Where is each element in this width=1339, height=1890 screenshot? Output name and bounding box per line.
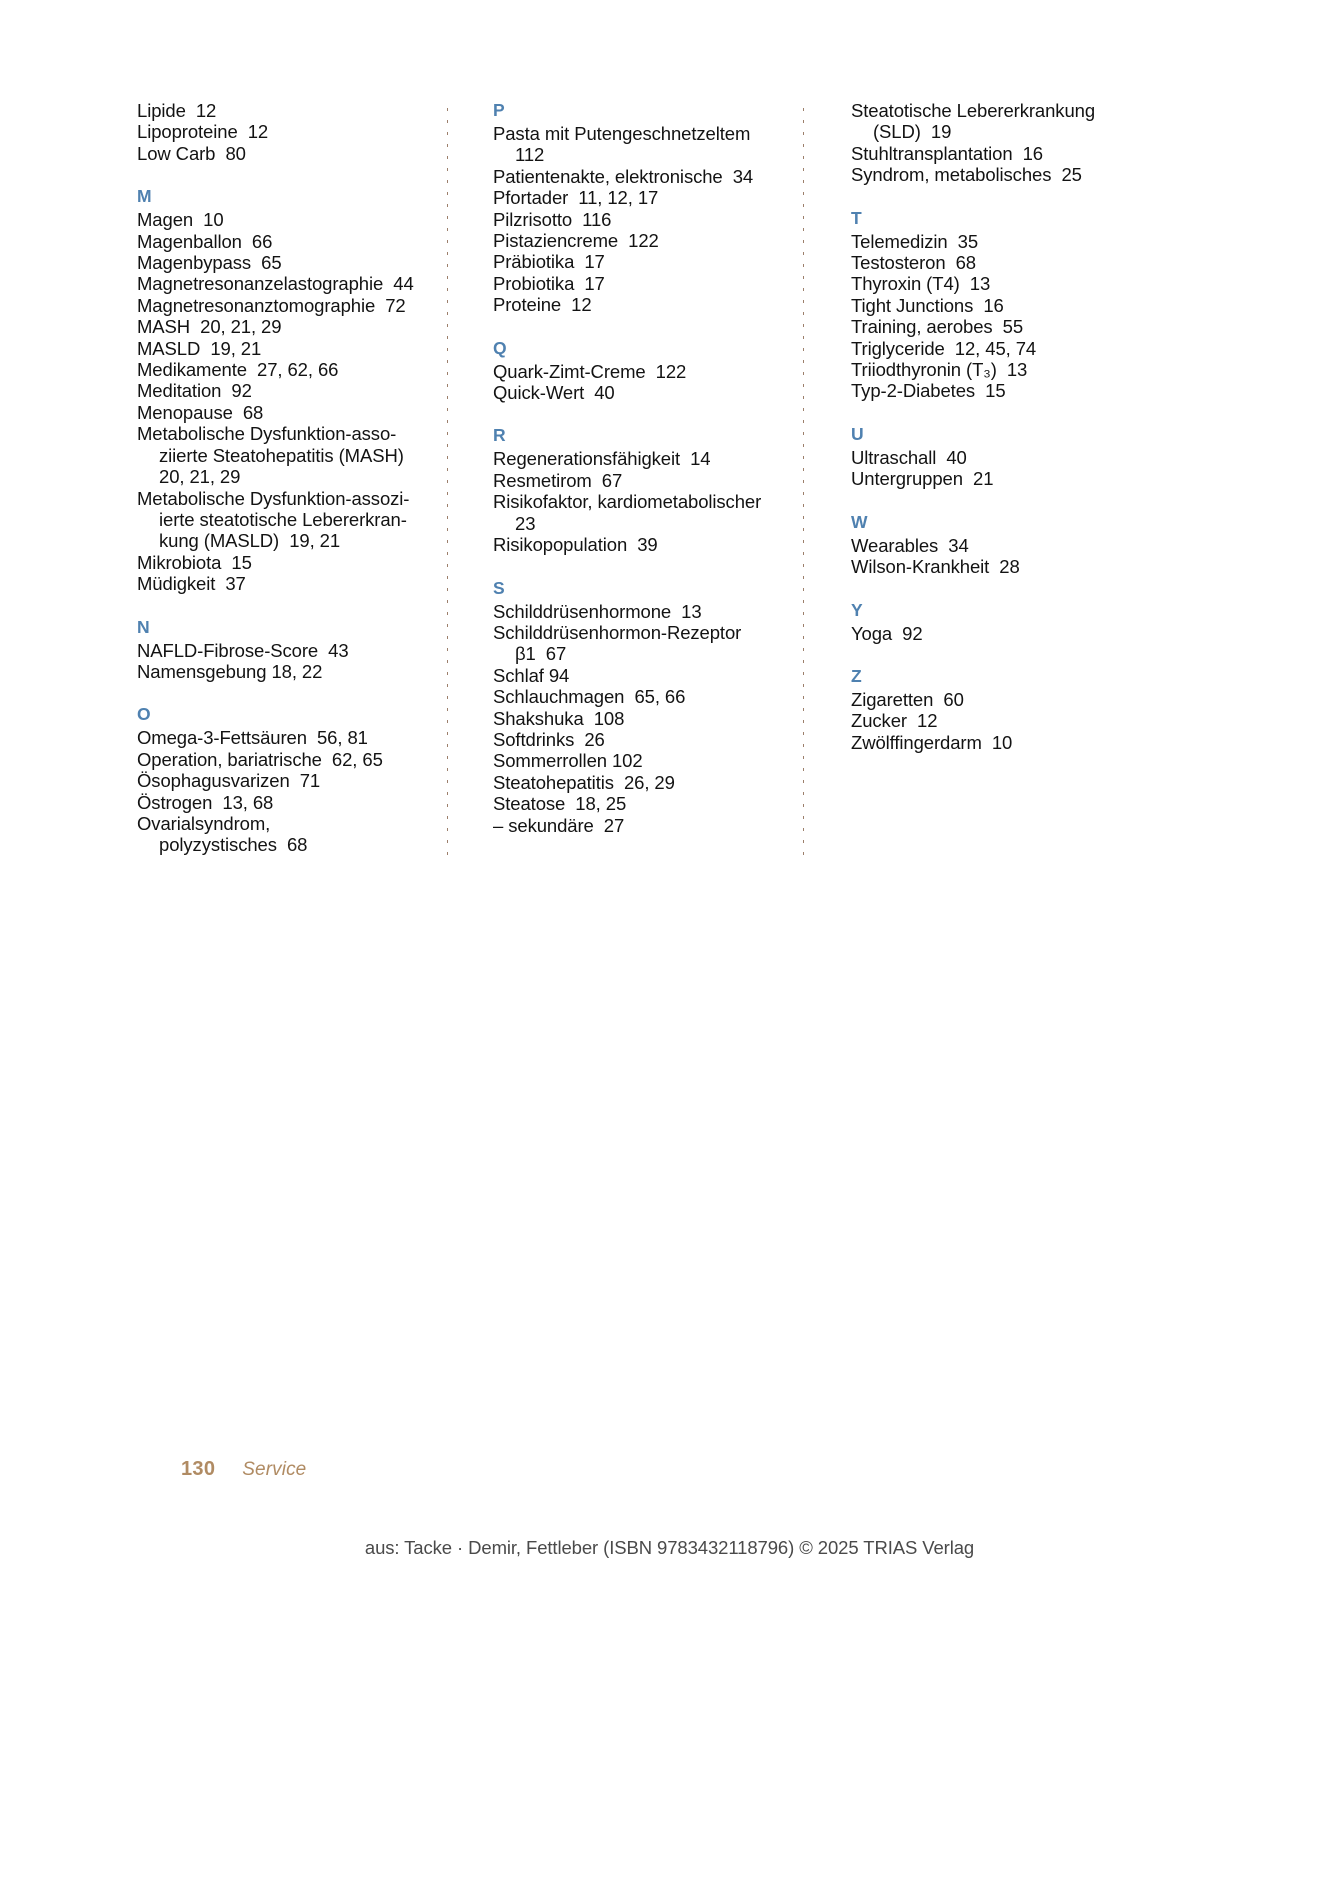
- index-entry: Pistaziencreme 122: [493, 230, 659, 252]
- index-entry: Menopause 68: [137, 401, 264, 423]
- index-entry: Lipoproteine 12: [137, 121, 269, 143]
- index-entry: Zucker 12: [851, 710, 938, 732]
- index-entry: Testosteron 68: [851, 252, 976, 274]
- index-entry: MASLD 19, 21: [137, 337, 262, 359]
- index-entry-continuation: 112: [515, 144, 545, 166]
- index-entry: Schlauchmagen 65, 66: [493, 686, 686, 708]
- index-entry: Müdigkeit 37: [137, 573, 246, 595]
- index-entry: Patientenakte, elektronische 34: [493, 165, 754, 187]
- index-entry: Syndrom, metabolisches 25: [851, 164, 1082, 186]
- page-folio: [181, 1458, 306, 1481]
- index-columns: [137, 100, 1197, 856]
- index-entry: Zigaretten 60: [851, 688, 964, 710]
- index-entry-continuation: kung (MASLD) 19, 21: [159, 530, 341, 552]
- index-section-letter-q: Q: [493, 337, 507, 358]
- index-entry: Operation, bariatrische 62, 65: [137, 748, 383, 770]
- index-entry: NAFLD-Fibrose-Score 43: [137, 639, 349, 661]
- index-section-letter-z: Z: [851, 665, 862, 686]
- index-entry: Ultraschall 40: [851, 446, 967, 468]
- index-entry: Namensgebung 18, 22: [137, 660, 323, 682]
- index-entry: Ösophagusvarizen 71: [137, 770, 321, 792]
- index-entry: Magen 10: [137, 209, 224, 231]
- index-entry: Typ-2-Diabetes 15: [851, 380, 1006, 402]
- copyright-line: aus: Tacke · Demir, Fettleber (ISBN 9783432118796) © 2025 TRIAS Verlag: [364, 1537, 975, 1558]
- index-entry-continuation: ziierte Steatohepatitis (MASH): [159, 444, 404, 466]
- index-section-letter-u: U: [851, 423, 864, 444]
- index-entry: Magenbypass 65: [137, 252, 282, 274]
- index-section-letter-w: W: [851, 511, 868, 532]
- index-entry: Proteine 12: [493, 294, 592, 316]
- index-entry: Omega-3-Fettsäuren 56, 81: [137, 727, 368, 749]
- index-entry: Östrogen 13, 68: [137, 791, 274, 813]
- index-entry: Magnetresonanztomographie 72: [137, 294, 406, 316]
- column-2: [493, 100, 779, 836]
- index-entry: Schilddrüsenhormon-Rezeptor: [493, 621, 742, 643]
- index-entry: Training, aerobes 55: [851, 316, 1024, 338]
- index-entry: Risikopopulation 39: [493, 534, 658, 556]
- index-entry: Magenballon 66: [137, 230, 273, 252]
- index-entry: Thyroxin (T4) 13: [851, 273, 991, 295]
- index-entry-continuation: polyzystisches 68: [159, 834, 308, 856]
- index-entry: MASH 20, 21, 29: [137, 316, 282, 338]
- index-section-letter-t: T: [851, 207, 862, 228]
- column-divider-dotted: [447, 108, 449, 856]
- index-entry: Zwölffingerdarm 10: [851, 731, 1013, 753]
- index-section-letter-y: Y: [851, 599, 863, 620]
- index-entry: Magnetresonanzelastographie 44: [137, 273, 414, 295]
- index-entry: Pilzrisotto 116: [493, 208, 612, 230]
- index-entry: Stuhltransplantation 16: [851, 142, 1043, 164]
- index-entry: Schilddrüsenhormone 13: [493, 600, 702, 622]
- index-section-letter-m: M: [137, 186, 152, 207]
- index-entry-continuation: (SLD) 19: [873, 121, 952, 143]
- index-entry: Probiotika 17: [493, 272, 605, 294]
- index-entry: Steatohepatitis 26, 29: [493, 771, 675, 793]
- index-entry: Pfortader 11, 12, 17: [493, 187, 659, 209]
- index-entry: Wearables 34: [851, 534, 969, 556]
- index-columns-container: [137, 100, 1197, 856]
- index-section-letter-p: P: [493, 100, 505, 120]
- index-entry: Risikofaktor, kardiometabolischer: [493, 491, 762, 513]
- index-entry-continuation: 20, 21, 29: [159, 466, 241, 488]
- index-entry: Regenerationsfähigkeit 14: [493, 448, 711, 470]
- index-entry: Sommerrollen 102: [493, 750, 643, 772]
- index-entry: Wilson-Krankheit 28: [851, 556, 1020, 578]
- index-entry: Quick-Wert 40: [493, 382, 615, 404]
- index-section-letter-o: O: [137, 704, 151, 725]
- index-entry: Softdrinks 26: [493, 728, 605, 750]
- index-entry-continuation: ierte steatotische Lebererkran-: [159, 508, 407, 530]
- index-entry: Low Carb 80: [137, 142, 246, 164]
- index-entry: Metabolische Dysfunktion-assozi-: [137, 487, 410, 509]
- column-3: [851, 100, 1137, 753]
- index-entry: Präbiotika 17: [493, 251, 605, 273]
- index-entry: Resmetirom 67: [493, 469, 623, 491]
- index-entry-continuation: β1 67: [515, 643, 567, 665]
- index-entry: – sekundäre 27: [493, 814, 625, 836]
- index-entry: Triiodthyronin (T₃) 13: [851, 359, 1028, 381]
- index-entry: Medikamente 27, 62, 66: [137, 359, 339, 381]
- column-1: [137, 100, 423, 856]
- index-entry: Mikrobiota 15: [137, 551, 252, 573]
- index-section-letter-r: R: [493, 425, 506, 446]
- index-entry: Ovarialsyndrom,: [137, 812, 271, 834]
- index-entry: Telemedizin 35: [851, 230, 979, 252]
- column-divider-dotted: [803, 108, 805, 856]
- folio-page-number: 130: [181, 1458, 216, 1480]
- index-section-letter-s: S: [493, 577, 505, 598]
- index-entry: Tight Junctions 16: [851, 294, 1004, 316]
- index-entry: Untergruppen 21: [851, 468, 994, 490]
- index-entry: Steatotische Lebererkrankung: [851, 100, 1096, 121]
- index-entry: Quark-Zimt-Creme 122: [493, 360, 687, 382]
- index-entry: Pasta mit Putengeschnetzeltem: [493, 123, 751, 144]
- index-entry: Meditation 92: [137, 380, 252, 402]
- index-entry: Metabolische Dysfunktion-asso-: [137, 423, 397, 445]
- index-entry: Lipide 12: [137, 100, 217, 121]
- folio-section-label: Service: [242, 1459, 307, 1480]
- index-entry: Yoga 92: [851, 622, 923, 644]
- index-entry: Triglyceride 12, 45, 74: [851, 337, 1037, 359]
- index-entry-continuation: 23: [515, 512, 536, 534]
- index-entry: Shakshuka 108: [493, 707, 625, 729]
- index-entry: Steatose 18, 25: [493, 793, 627, 815]
- index-section-letter-n: N: [137, 616, 150, 637]
- index-entry: Schlaf 94: [493, 664, 570, 686]
